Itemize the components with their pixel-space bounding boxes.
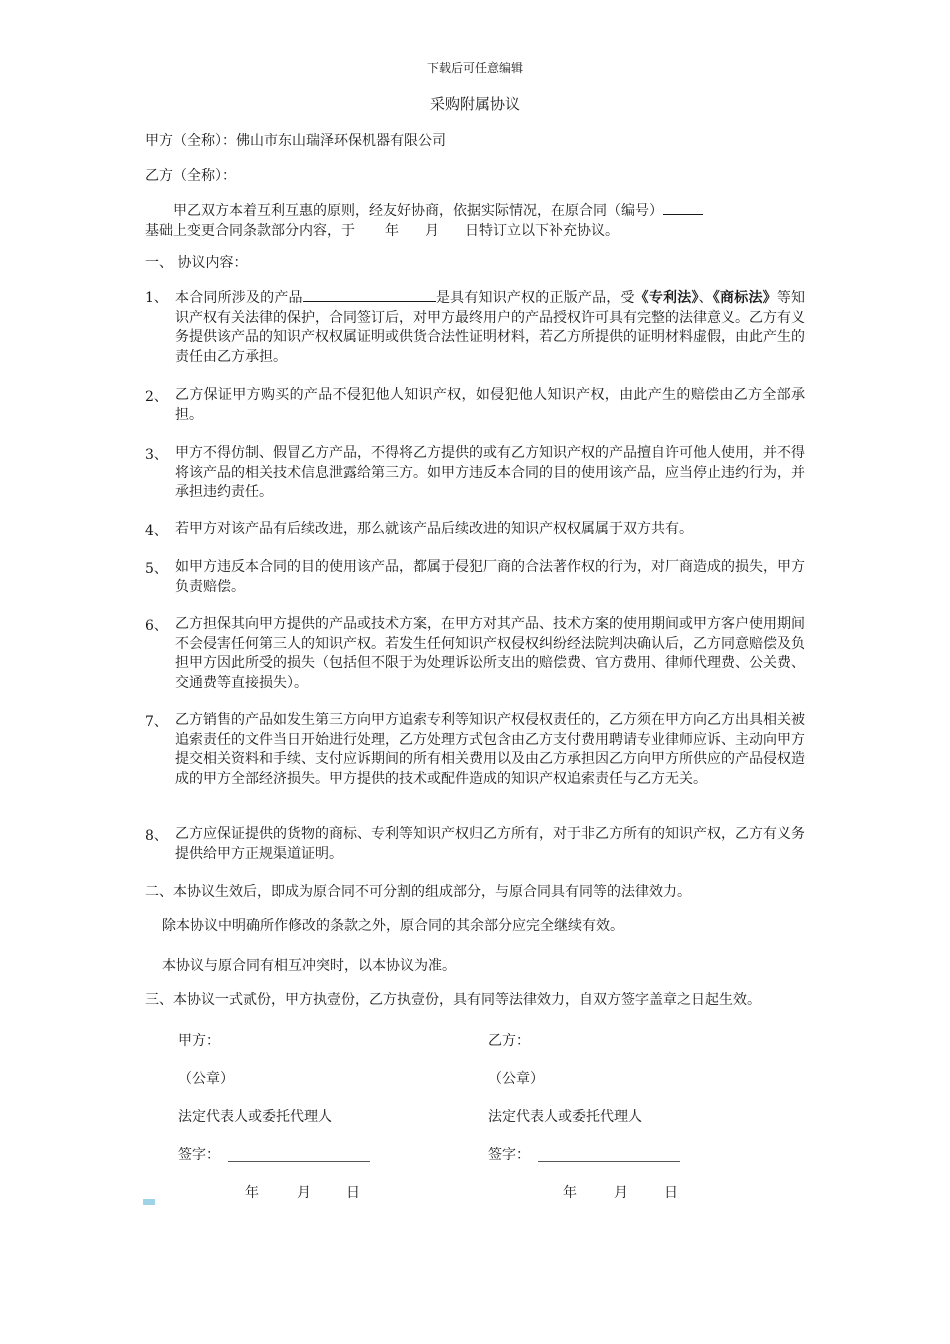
item-4-number: 4、 (145, 523, 168, 539)
sig-b-seal: （公章） (488, 1071, 544, 1087)
document-title: 采购附属协议 (429, 95, 520, 113)
item-5-text: 如甲方违反本合同的目的使用该产品，都属于侵犯厂商的合法著作权的行为，对厂商造成的损失，甲方负责赔偿。 (175, 559, 805, 595)
intro-month: 月 (425, 222, 439, 239)
intro-text-2: 基础上变更合同条款部分内容，于 (145, 222, 355, 239)
party-b-line: 乙方（全称）： (145, 168, 236, 184)
sig-a-sign-line[interactable] (228, 1160, 370, 1162)
item-2-text: 乙方保证甲方购买的产品不侵犯他人知识产权，如侵犯他人知识产权，由此产生的赔偿由乙方全部承担。 (175, 387, 805, 423)
item-8-number: 8、 (145, 828, 168, 844)
intro-paragraph (145, 200, 810, 241)
contract-number-blank (663, 200, 703, 215)
section-2-paragraph-1: 除本协议中明确所作修改的条款之外，原合同的其余部分应完全继续有效。 (162, 918, 624, 934)
intro-text-1: 甲乙双方本着互利互惠的原则，经友好协商，依据实际情况，在原合同（编号） (173, 203, 663, 219)
item-7-number: 7、 (145, 714, 168, 730)
sig-b-party: 乙方： (488, 1033, 530, 1049)
sig-a-sign-label: 签字： (178, 1147, 220, 1163)
sig-a-seal: （公章） (178, 1071, 234, 1087)
section-2-paragraph-2: 本协议与原合同有相互冲突时，以本协议为准。 (162, 958, 456, 974)
sig-a-year: 年 (245, 1185, 259, 1201)
cursor-marker (143, 1199, 155, 1205)
sig-b-month: 月 (614, 1185, 628, 1201)
item-6-number: 6、 (145, 618, 168, 634)
trademark-law: 《商标法》 (712, 290, 777, 306)
sig-b-sign-line[interactable] (538, 1160, 680, 1162)
sig-b-rep: 法定代表人或委托代理人 (488, 1109, 642, 1125)
item-6-text: 乙方担保其向甲方提供的产品或技术方案，在甲方对其产品、技术方案的使用期间或甲方客户使用期间不会侵害任何第三人的知识产权。若发生任何知识产权侵权纠纷经法院判决确认后，乙方同意赔偿及负担甲方因此所受的损失（包括但不限于为处理诉讼所支出的赔偿费、官方费用、律师代理费、公关费、交通费等直接损失）。 (175, 616, 805, 691)
sig-b-sign-label: 签字： (488, 1147, 530, 1163)
patent-law: 《专利法》 (634, 290, 699, 306)
download-note: 下载后可任意编辑 (426, 61, 523, 75)
item-1-text: 本合同所涉及的产品 是具有知识产权的正版产品，受《专利法》、《商标法》等知识产权有关法律的保护，合同签订后，对甲方最终用户的产品授权许可具有完整的法律意义。乙方有义务提供该产品的知识产权权属证明或供货合法性证明材料，若乙方所提供的证明材料虚假，由此产生的责任由乙方承担。 (175, 287, 805, 367)
intro-year: 年 (385, 222, 399, 239)
item-2-number: 2、 (145, 389, 168, 405)
sig-a-rep: 法定代表人或委托代理人 (178, 1109, 332, 1125)
section-1-heading: 一、 协议内容： (145, 255, 248, 271)
intro-text-3: 日特订立以下补充协议。 (465, 222, 619, 239)
section-3-heading: 三、本协议一式贰份，甲方执壹份，乙方执壹份，具有同等法律效力，自双方签字盖章之日起生效。 (145, 992, 761, 1008)
item-3-number: 3、 (145, 447, 168, 463)
section-2-heading: 二、本协议生效后，即成为原合同不可分割的组成部分，与原合同具有同等的法律效力。 (145, 884, 691, 900)
sig-a-party: 甲方： (178, 1033, 220, 1049)
sig-b-year: 年 (563, 1185, 577, 1201)
sig-a-day: 日 (346, 1185, 360, 1201)
item-8-text: 乙方应保证提供的货物的商标、专利等知识产权归乙方所有，对于非乙方所有的知识产权，乙方有义务提供给甲方正规渠道证明。 (175, 826, 805, 862)
item-3-text: 甲方不得仿制、假冒乙方产品，不得将乙方提供的或有乙方知识产权的产品擅自许可他人使用，并不得将该产品的相关技术信息泄露给第三方。如甲方违反本合同的目的使用该产品，应当停止违约行为，并承担违约责任。 (175, 445, 805, 500)
sig-b-day: 日 (664, 1185, 678, 1201)
party-a-line: 甲方（全称）：佛山市东山瑞泽环保机器有限公司 (145, 133, 446, 149)
item-4-text: 若甲方对该产品有后续改进，那么就该产品后续改进的知识产权权属属于双方共有。 (175, 521, 693, 537)
item-1-number: 1、 (145, 290, 168, 306)
sig-a-month: 月 (297, 1185, 311, 1201)
item-7-text: 乙方销售的产品如发生第三方向甲方追索专利等知识产权侵权责任的，乙方须在甲方向乙方出具相关被追索责任的文件当日开始进行处理，乙方处理方式包含由乙方支付费用聘请专业律师应诉、主动向甲方提交相关资料和手续、支付应诉期间的所有相关费用以及由乙方承担因乙方向甲方所供应的产品侵权造成的甲方全部经济损失。甲方提供的技术或配件造成的知识产权追索责任与乙方无关。 (175, 712, 805, 787)
item-5-number: 5、 (145, 561, 168, 577)
